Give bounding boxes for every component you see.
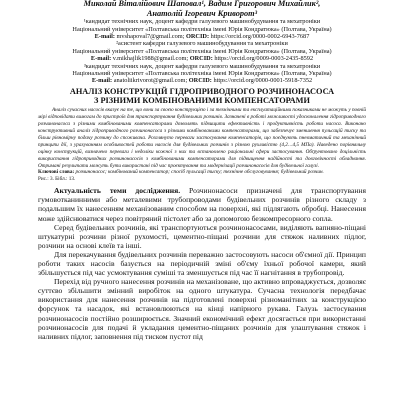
abstract: Аналіз сучасних насосів вказує на те, що вони за своєю конструкцією і за технічними та експлуатаційними показниками не можуть у повній мірі відповідати вимогам до пристроїв для транспортування будівельних розчинів. Зазначені в роботі можливості удосконалення гідроприводного розчинонасоса з різними комбінованими компенсаторами дозволять підвищити ефективність і продуктивність роботи насоса. Виконано конструктивний аналіз гідроприводного розчинонасоса з різними комбінованими компенсаторами, що забезпечує зменшення пульсацій тиску та більш рівномірну подачу розчину до споживача. Розглянуто переваги застосування компенсаторів, що поєднують пневматичний та механічний принципи дії, з урахуванням особливостей роботи насосів для будівельних розчинів з різною рухливістю (4,2…4,5 МПа). Наведено порівняльну оцінку конструкцій, визначено переваги і недоліки кожної з них та встановлено раціональні сфери застосування. Обґрунтовано доцільність використання гідроприводних розчинонасосів з комбінованими компенсаторами для підвищення надійності та довговічності обладнання. Отримані результати можуть бути використані під час проєктування та модернізації розчинонасосів для будівельної галузі. (38, 107, 366, 169)
email-label: E-mail: (94, 33, 115, 40)
paragraph-relevance-text: Розчинонасоси призначені для транспортування гумовотканинними або металевими трубопроводами будівельних розчинів різного складу з подальшим їх нанесенням механізованим способом на поверхні, які підлягають обробці. Нанесення може здійснюватися через повітряний пістолет або за допомогою безкомпресорного сопла. (38, 186, 366, 223)
orcid-label: ORCID: (188, 77, 212, 85)
email-label: E-mail: (91, 77, 113, 85)
affiliation-2 (38, 40, 366, 62)
section-heading: Актуальність теми дослідження. (54, 186, 181, 196)
keywords-label: Ключові слова: (38, 169, 75, 176)
affiliation-3-orcid[interactable]: https://orcid.org/0000-0001-5918-7352 (213, 77, 313, 85)
keywords-text: розчинонасос; комбінований компенсатор; спосіб пульсації тиску; технічне обслуговування; будівельний розчин. (75, 169, 324, 176)
affiliation-2-orcid[interactable]: https://orcid.org/0009-0003-2435-8592 (214, 55, 314, 63)
paragraph-2: Серед будівельних розчинів, які транспортуються розчинонасосами, виділяють вапняно-піщані штукатурні розчини різної рухомості, цементно-піщані розчини для стяжок наливних підлог, розчини на основі клеїв та інші. (38, 222, 366, 250)
affiliation-3-position: ³кандидат технічних наук, доцент кафедри галузевого машинобудування та мехатроніки (83, 62, 321, 70)
affiliation-2-position: ²асистент кафедри галузевого машинобудування та мехатроніки (116, 40, 288, 48)
paragraph-relevance (38, 186, 366, 222)
keywords (38, 169, 366, 176)
affiliation-1-institution: Національний університет «Полтавська політехніка імені Юрія Кондратюка» (Полтава, Україна) (72, 25, 332, 33)
affiliation-2-contacts: E-mail: v.mikhajlik1988@gmail.com; ORCID: https://orcid.org/0009-0003-2435-8592 (90, 55, 314, 63)
affiliation-2-institution: Національний університет «Полтавська політехніка імені Юрія Кондратюка» (Полтава, Україна) (72, 47, 332, 55)
paragraph-3: Для перекачування будівельних розчинів переважно застосовують насоси об'ємної дії. Принцип роботи таких насосів базується на періодичній зміні об'єму їхньої робочої камери, який збільшується під час усмоктування суміші та зменшується під час її нагнітання в трубопровід. (38, 249, 366, 278)
affiliation-1-contacts: E-mail: mvshapoval7@gmail.com; ORCID: https://orcid.org/0000-0002-6943-7687 (94, 33, 310, 40)
paper-title-line-1: АНАЛІЗ КОНСТРУКЦІЙ ГІДРОПРИВОДНОГО РОЗЧИНОНАСОСА (69, 86, 335, 96)
affiliation-1-orcid[interactable]: https://orcid.org/0000-0002-6943-7687 (210, 33, 310, 40)
paper-title-line-2: З РІЗНИМИ КОМБІНОВАНИМИ КОМПЕНСАТОРАМИ (94, 96, 310, 106)
authors-block (38, 0, 366, 18)
affiliation-3-email[interactable]: anatoliikrivorot@gmail.com (113, 77, 186, 85)
orcid-label: ORCID: (189, 55, 213, 63)
affiliation-1 (38, 18, 366, 40)
email-label: E-mail: (90, 55, 112, 63)
orcid-label: ORCID: (185, 33, 210, 40)
authors-line-1: Миколай Віталійович Шаповал¹, Вадим Григорович Михайлик², (83, 0, 321, 8)
paper-title (38, 87, 366, 105)
figure-references-count: Рис.: 3. Бібл.: 13. (38, 176, 76, 183)
paragraph-4: Перехід від ручного нанесення розчинів на механізоване, що активно впроваджується, дозволяє суттєво збільшити змінний виробіток на одного штукатура. Сучасна технологія передбачає використання для нанесення розчинів на підготовлені поверхні різноманітних за конструкцією форсунок та насадок, які встановлюються на кінці напірного рукава. Галузь застосування розчинонасосів постійно розширюється. Значний економічний ефект досягається при використанні розчинонасосів для подачі й укладання цементно-піщаних розчинів для улаштування стяжок і наливних підлог, заповнення під тиском пустот під (38, 277, 366, 341)
affiliation-1-email[interactable]: mvshapoval7@gmail.com (116, 33, 183, 40)
authors-line-2: Анатолій Ігоревич Кривоpот³ (146, 8, 258, 18)
affiliation-2-email[interactable]: v.mikhajlik1988@gmail.com (112, 55, 187, 63)
affiliation-3-institution: Національний університет «Полтавська політехніка імені Юрія Кондратюка» (Полтава, Україна) (72, 70, 332, 78)
affiliation-3 (38, 63, 366, 85)
affiliation-3-contacts: E-mail: anatoliikrivorot@gmail.com; ORCID: https://orcid.org/0000-0001-5918-7352 (91, 77, 313, 85)
affiliation-1-position: ¹кандидат технічних наук, доцент кафедри галузевого машинобудування та мехатроніки (83, 18, 321, 26)
